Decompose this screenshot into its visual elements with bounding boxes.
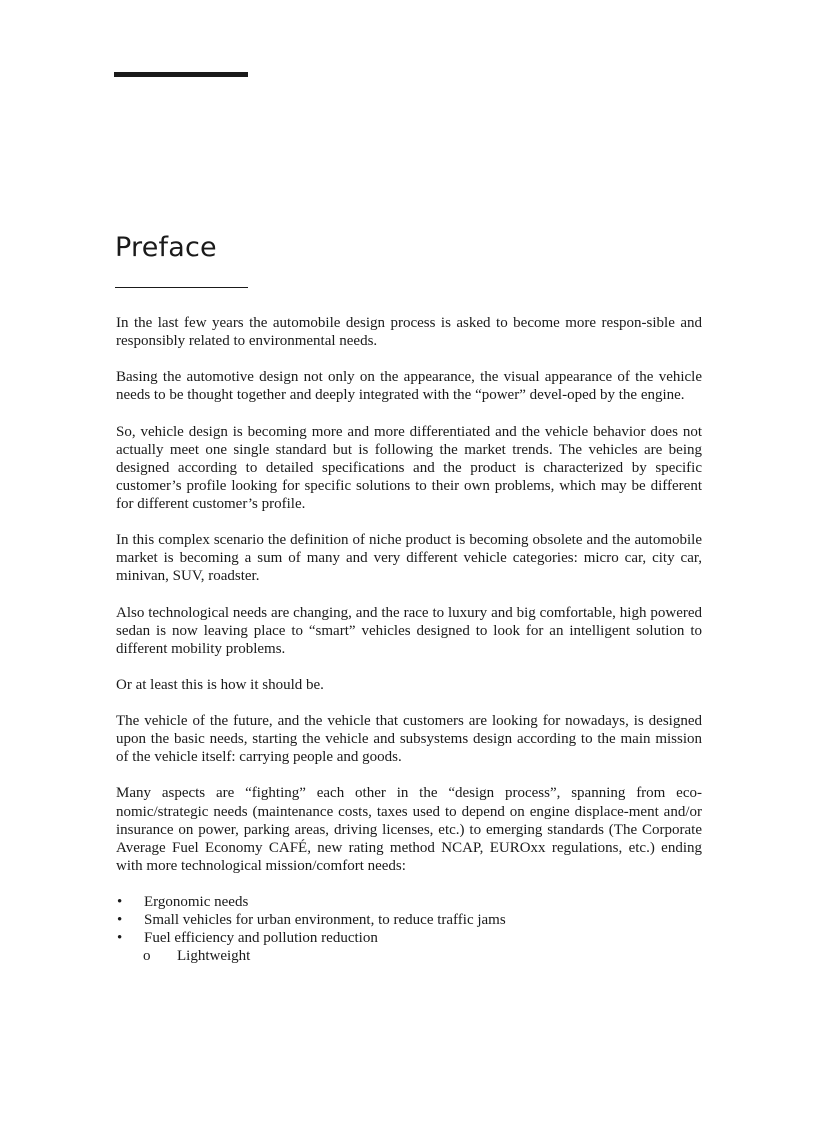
paragraph: In the last few years the automobile design process is asked to become more respon-sible and responsibly related to environmental needs. xyxy=(116,315,702,350)
list-item xyxy=(116,929,702,947)
page-title: Preface xyxy=(115,232,217,263)
sub-bullet-marker: o xyxy=(143,948,151,965)
title-underline xyxy=(115,287,248,288)
bullet-list xyxy=(116,893,702,965)
list-item xyxy=(116,893,702,911)
bullet-marker: • xyxy=(117,912,123,929)
paragraph: The vehicle of the future, and the vehicle that customers are looking for nowadays, is designed upon the basic needs, starting the vehicle and subsystems design according to the main mission of the vehicle itself: carrying people and goods. xyxy=(116,713,702,766)
chapter-top-rule xyxy=(114,72,248,77)
paragraph: Also technological needs are changing, and the race to luxury and big comfortable, high powered sedan is now leaving place to “smart” vehicles designed to look for an intelligent solution to different mobility problems. xyxy=(116,604,702,657)
bullet-marker: • xyxy=(117,894,123,910)
list-item-text: Ergonomic needs xyxy=(144,894,249,910)
paragraph: Basing the automotive design not only on the appearance, the visual appearance of the vehicle needs to be thought together and deeply integrated with the “power” devel-oped by the engine. xyxy=(116,369,702,404)
list-item xyxy=(116,911,702,929)
body-text xyxy=(116,314,702,965)
bullet-marker: • xyxy=(117,930,123,947)
paragraph: Or at least this is how it should be. xyxy=(116,676,324,693)
sub-list-item xyxy=(116,947,702,965)
paragraph: In this complex scenario the definition of niche product is becoming obsolete and the automobile market is becoming a sum of many and very different vehicle categories: micro car, city car, minivan, SUV, roadster. xyxy=(116,532,702,585)
list-item-text: Small vehicles for urban environment, to reduce traffic jams xyxy=(144,912,506,929)
paragraph: So, vehicle design is becoming more and more differentiated and the vehicle behavior does not actually meet one single standard but is following the market trends. The vehicles are being designed according to detailed specifications and the product is characterized by specific customer’s profile looking for specific solutions to their own problems, which may be different for different customer’s profile. xyxy=(116,423,702,512)
list-item-text: Fuel efficiency and pollution reduction xyxy=(144,930,378,947)
list-item-text: Lightweight xyxy=(177,948,251,965)
paragraph: Many aspects are “fighting” each other in the “design process”, spanning from eco-nomic/strategic needs (maintenance costs, taxes used to depend on engine displace-ment and/or insurance on power, parking areas, driving licenses, etc.) to emerging standards (The Corporate Average Fuel Economy CAFÉ, new rating method NCAP, EUROxx regulations, etc.) ending with more technological mission/comfort needs: xyxy=(116,785,702,874)
